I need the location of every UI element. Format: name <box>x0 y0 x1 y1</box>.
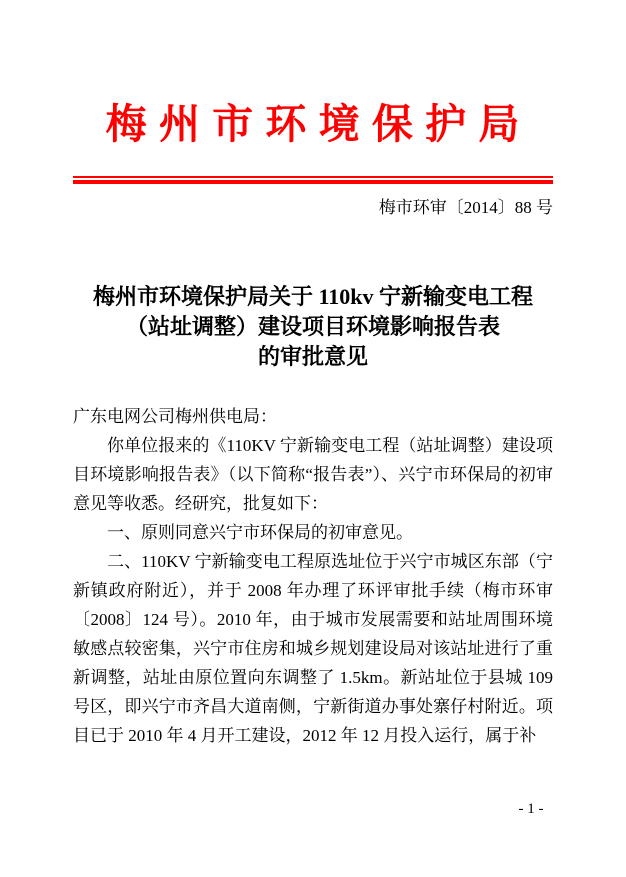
divider-thick-line <box>73 180 553 184</box>
page-number: - 1 - <box>518 801 544 817</box>
title-line-1: 梅州市环境保护局关于 110kv 宁新输变电工程 <box>92 284 534 309</box>
paragraph-item-2: 二、110KV 宁新输变电工程原选址位于兴宁市城区东部（宁新镇政府附近），并于 2008 年办理了环评审批手续（梅市环审〔2008〕124 号）。2010 年，由于城市发展需要和站址周围环境敏感点较密集，兴宁市住房和城乡规划建设局对该站址进行了重新调整，站址由原位置向东调整了 1.5km。新站址位于县城 109 号区，即兴宁市齐昌大道南侧，宁新街道办事处寨仔村附近。项目已于 2010 年 4 月开工建设，2012 年 12 月投入运行，属于补 <box>73 552 553 745</box>
letterhead-divider <box>73 176 553 184</box>
reference-number: 梅市环审〔2014〕88 号 <box>378 198 553 217</box>
paragraph-item-1: 一、原则同意兴宁市环保局的初审意见。 <box>107 523 413 542</box>
document-title <box>73 282 553 372</box>
title-line-3: 的审批意见 <box>257 344 368 369</box>
paragraph-intro: 你单位报来的《110KV 宁新输变电工程（站址调整）建设项目环境影响报告表》（以下简称“报告表”）、兴宁市环保局的初审意见等收悉。经研究，批复如下： <box>73 436 553 513</box>
agency-letterhead: 梅 州 市 环 境 保 护 局 <box>105 101 521 147</box>
title-line-2: （站址调整）建设项目环境影响报告表 <box>125 314 500 339</box>
salutation: 广东电网公司梅州供电局： <box>73 407 277 426</box>
document-body <box>73 402 553 750</box>
